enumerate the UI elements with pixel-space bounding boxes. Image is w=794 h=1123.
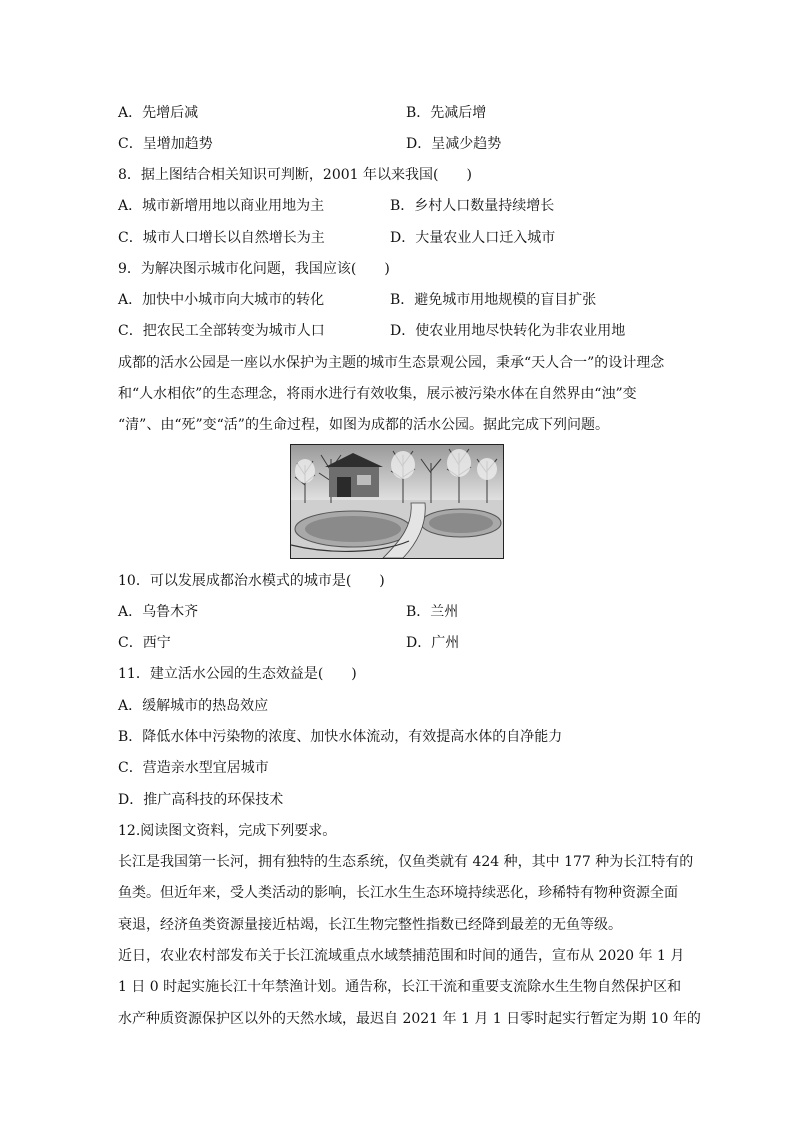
- q10-options-row-2: [118, 633, 678, 653]
- q9-stem: 9．为解决图示城市化问题，我国应该( ): [118, 261, 390, 277]
- q12-para1-line-1: 长江是我国第一长河，拥有独特的生态系统，仅鱼类就有 424 种，其中 177 种为长江特有的: [118, 854, 694, 870]
- passage1-line-1: 成都的活水公园是一座以水保护为主题的城市生态景观公园，秉承“天人合一”的设计理念: [118, 355, 665, 371]
- q10-options-row-1: [118, 602, 678, 622]
- q12-para1-line-2: 鱼类。但近年来，受人类活动的影响，长江水生生态环境持续恶化，珍稀特有物种资源全面: [118, 885, 678, 901]
- passage1-line-3: “清”、由“死”变“活”的生命过程，如图为成都的活水公园。据此完成下列问题。: [118, 417, 609, 433]
- q12-para2-line-1: 近日，农业农村部发布关于长江流域重点水域禁捕范围和时间的通告，宣布从 2020 年 1 月: [118, 948, 685, 964]
- q11-stem: 11．建立活水公园的生态效益是( ): [118, 666, 357, 682]
- q12-stem: 12.阅读图文资料，完成下列要求。: [118, 823, 337, 839]
- q9-options-row-2: [118, 321, 678, 341]
- q12-para2-line-3: 水产种质资源保护区以外的天然水域，最迟自 2021 年 1 月 1 日零时起实行暂定为期 10 年的: [118, 1011, 701, 1027]
- q11-option-c[interactable]: C．营造亲水型宜居城市: [118, 760, 269, 776]
- q8-stem: 8．据上图结合相关知识可判断，2001 年以来我国( ): [118, 167, 472, 183]
- q11-option-d[interactable]: D．推广高科技的环保技术: [118, 792, 284, 808]
- q10-option-b[interactable]: B．兰州: [406, 604, 459, 620]
- q9-option-a[interactable]: A．加快中小城市向大城市的转化: [118, 292, 325, 308]
- q8-options-row-1: [118, 196, 678, 216]
- q7-option-c[interactable]: C．呈增加趋势: [118, 136, 213, 152]
- park-illustration: [291, 445, 503, 558]
- q9-option-c[interactable]: C．把农民工全部转变为城市人口: [118, 323, 325, 339]
- q10-option-c[interactable]: C．西宁: [118, 635, 171, 651]
- q8-option-c[interactable]: C．城市人口增长以自然增长为主: [118, 230, 325, 246]
- passage1-line-2: 和“人水相依”的生态理念，将雨水进行有效收集，展示被污染水体在自然界由“浊”变: [118, 386, 637, 402]
- q10-option-a[interactable]: A．乌鲁木齐: [118, 604, 199, 620]
- q8-option-d[interactable]: D．大量农业人口迁入城市: [390, 230, 556, 246]
- q10-option-d[interactable]: D．广州: [406, 635, 460, 651]
- q7-options-row-1: [118, 103, 678, 123]
- q9-option-d[interactable]: D．使农业用地尽快转化为非农业用地: [390, 323, 626, 339]
- q11-option-a[interactable]: A．缓解城市的热岛效应: [118, 698, 269, 714]
- q8-options-row-2: [118, 228, 678, 248]
- q7-option-b[interactable]: B．先减后增: [406, 105, 487, 121]
- q8-option-b[interactable]: B．乡村人口数量持续增长: [390, 198, 555, 214]
- park-photo: [290, 444, 504, 559]
- q12-para1-line-3: 衰退，经济鱼类资源量接近枯竭，长江生物完整性指数已经降到最差的无鱼等级。: [118, 917, 622, 933]
- q9-option-b[interactable]: B．避免城市用地规模的盲目扩张: [390, 292, 597, 308]
- q9-options-row-1: [118, 290, 678, 310]
- q11-option-b[interactable]: B．降低水体中污染物的浓度、加快水体流动，有效提高水体的自净能力: [118, 729, 563, 745]
- q7-option-d[interactable]: D．呈减少趋势: [406, 136, 502, 152]
- q12-para2-line-2: 1 日 0 时起实施长江十年禁渔计划。通告称，长江干流和重要支流除水生生物自然保护区和: [118, 979, 682, 995]
- q10-stem: 10．可以发展成都治水模式的城市是( ): [118, 573, 385, 589]
- q8-option-a[interactable]: A．城市新增用地以商业用地为主: [118, 198, 325, 214]
- q7-options-row-2: [118, 134, 678, 154]
- q7-option-a[interactable]: A．先增后减: [118, 105, 199, 121]
